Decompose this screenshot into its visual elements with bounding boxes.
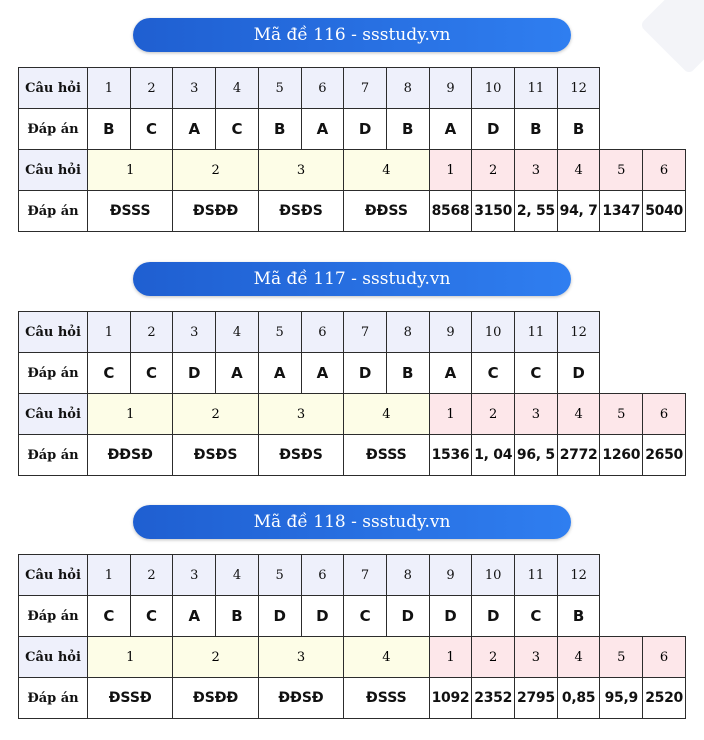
question-number: 2 [130,312,173,353]
question-number: 1 [88,637,173,678]
question-number: 10 [472,312,515,353]
question-number: 4 [557,150,600,191]
question-number: 6 [301,68,344,109]
answer-table [18,554,686,719]
question-number: 1 [429,150,472,191]
row-header: Câu hỏi [19,312,88,353]
answer-cell: C [515,353,558,394]
question-number: 1 [88,394,173,435]
answer-cell: C [344,596,387,637]
answer-cell: D [386,596,429,637]
question-number: 6 [643,150,686,191]
question-number: 10 [472,68,515,109]
question-number: 4 [344,150,429,191]
answer-cell: C [88,353,131,394]
question-number: 2 [173,637,258,678]
question-number: 11 [515,312,558,353]
question-number: 11 [515,555,558,596]
question-number: 2 [173,150,258,191]
question-number: 6 [643,637,686,678]
question-number: 7 [344,68,387,109]
question-number: 1 [88,312,131,353]
answer-cell: A [173,596,216,637]
question-number: 8 [386,68,429,109]
question-number: 3 [258,394,343,435]
answer-cell: C [130,109,173,150]
answer-cell: 8568 [429,191,472,232]
question-number: 12 [557,312,600,353]
answer-cell: B [216,596,259,637]
question-number: 5 [258,68,301,109]
answer-cell: ĐĐSĐ [258,678,343,719]
question-number: 1 [429,394,472,435]
answer-cell: C [130,353,173,394]
answer-cell: B [386,109,429,150]
answer-cell: 2, 55 [515,191,558,232]
question-number: 1 [88,150,173,191]
question-number: 7 [344,312,387,353]
row-header: Đáp án [19,678,88,719]
question-number: 4 [344,394,429,435]
answer-cell: A [301,353,344,394]
section-title: Mã đề 118 - ssstudy.vn [133,505,571,539]
row-header: Đáp án [19,435,88,476]
question-number: 5 [600,637,643,678]
question-number: 2 [173,394,258,435]
question-number: 3 [258,637,343,678]
row-header: Câu hỏi [19,150,88,191]
answer-cell: A [216,353,259,394]
answer-cell: A [429,353,472,394]
question-number: 3 [173,312,216,353]
question-number: 1 [88,68,131,109]
answer-cell: 5040 [643,191,686,232]
answer-cell: 96, 5 [515,435,558,476]
answer-cell: D [472,109,515,150]
row-header: Đáp án [19,353,88,394]
answer-cell: D [258,596,301,637]
row-header: Đáp án [19,596,88,637]
answer-cell: B [557,596,600,637]
question-number: 9 [429,68,472,109]
answer-cell: 2352 [472,678,515,719]
answer-cell: 2520 [643,678,686,719]
answer-cell: ĐSĐĐ [173,678,258,719]
question-number: 3 [515,394,558,435]
answer-cell: ĐĐSS [344,191,429,232]
answer-cell: ĐSSS [88,191,173,232]
answer-cell: 1092 [429,678,472,719]
answer-cell: ĐSSS [344,435,429,476]
answer-cell: B [515,109,558,150]
row-header: Đáp án [19,109,88,150]
answer-cell: B [557,109,600,150]
question-number: 4 [344,637,429,678]
answer-key-section [18,18,686,232]
question-number: 11 [515,68,558,109]
question-number: 3 [515,150,558,191]
answer-cell: ĐSĐS [258,191,343,232]
answer-cell: B [88,109,131,150]
question-number: 5 [600,394,643,435]
question-number: 4 [216,312,259,353]
answer-cell: 2650 [643,435,686,476]
question-number: 2 [472,394,515,435]
question-number: 1 [429,637,472,678]
answer-cell: 0,85 [557,678,600,719]
answer-key-section [18,262,686,476]
question-number: 6 [643,394,686,435]
answer-cell: 95,9 [600,678,643,719]
answer-cell: D [344,353,387,394]
question-number: 6 [301,555,344,596]
question-number: 12 [557,555,600,596]
question-number: 2 [472,637,515,678]
question-number: 3 [173,68,216,109]
answer-cell: ĐSĐS [258,435,343,476]
answer-cell: 2772 [557,435,600,476]
answer-cell: C [472,353,515,394]
answer-cell: 1, 04 [472,435,515,476]
answer-cell: A [429,109,472,150]
section-title: Mã đề 116 - ssstudy.vn [133,18,571,52]
question-number: 5 [258,312,301,353]
answer-cell: 1536 [429,435,472,476]
answer-cell: ĐĐSĐ [88,435,173,476]
question-number: 6 [301,312,344,353]
answer-table [18,311,686,476]
answer-cell: C [130,596,173,637]
answer-cell: B [258,109,301,150]
question-number: 9 [429,312,472,353]
answer-cell: ĐSĐĐ [173,191,258,232]
section-title: Mã đề 117 - ssstudy.vn [133,262,571,296]
answer-cell: C [88,596,131,637]
answer-cell: D [429,596,472,637]
question-number: 1 [88,555,131,596]
question-number: 12 [557,68,600,109]
answer-cell: ĐSSĐ [88,678,173,719]
question-number: 5 [600,150,643,191]
question-number: 4 [557,637,600,678]
answer-cell: C [515,596,558,637]
answer-table [18,67,686,232]
question-number: 5 [258,555,301,596]
answer-cell: D [173,353,216,394]
question-number: 10 [472,555,515,596]
question-number: 9 [429,555,472,596]
answer-cell: A [301,109,344,150]
answer-cell: ĐSSS [344,678,429,719]
answer-cell: 1260 [600,435,643,476]
answer-cell: A [258,353,301,394]
question-number: 4 [216,555,259,596]
answer-cell: D [557,353,600,394]
answer-cell: ĐSĐS [173,435,258,476]
question-number: 4 [557,394,600,435]
answer-key-section [18,505,686,719]
row-header: Đáp án [19,191,88,232]
question-number: 7 [344,555,387,596]
question-number: 2 [130,68,173,109]
question-number: 2 [130,555,173,596]
answer-cell: D [344,109,387,150]
answer-cell: D [301,596,344,637]
question-number: 3 [258,150,343,191]
row-header: Câu hỏi [19,68,88,109]
answer-cell: B [386,353,429,394]
question-number: 4 [216,68,259,109]
answer-cell: 2795 [515,678,558,719]
answer-cell: D [472,596,515,637]
row-header: Câu hỏi [19,637,88,678]
answer-cell: C [216,109,259,150]
question-number: 3 [173,555,216,596]
answer-cell: 94, 7 [557,191,600,232]
row-header: Câu hỏi [19,394,88,435]
row-header: Câu hỏi [19,555,88,596]
answer-cell: 1347 [600,191,643,232]
question-number: 8 [386,555,429,596]
answer-cell: 3150 [472,191,515,232]
answer-cell: A [173,109,216,150]
question-number: 2 [472,150,515,191]
question-number: 8 [386,312,429,353]
question-number: 3 [515,637,558,678]
